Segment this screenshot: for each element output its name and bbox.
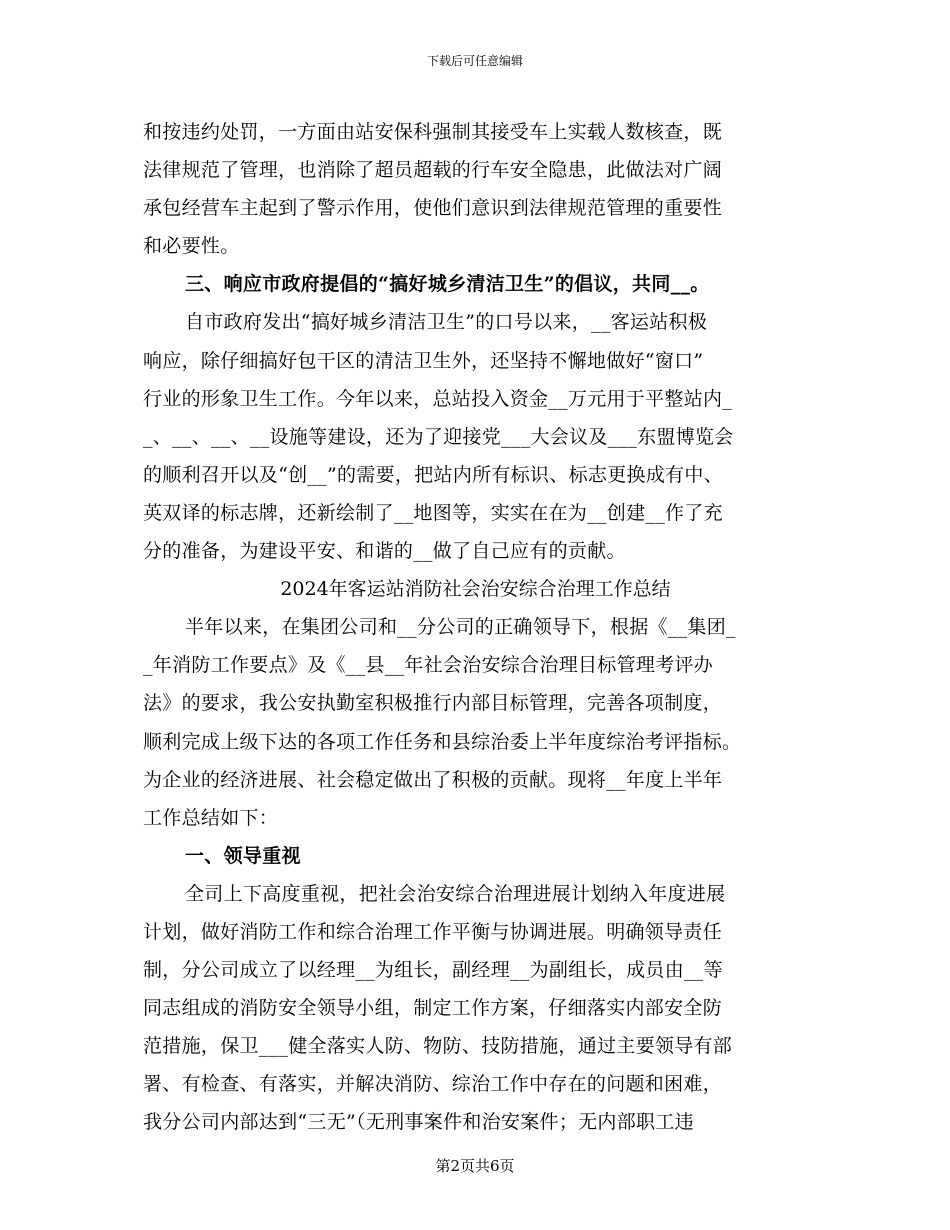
- text-line: 全司上下高度重视，把社会治安综合治理进展计划纳入年度进展: [185, 882, 726, 905]
- text-line: 半年以来，在集团公司和__分公司的正确领导下，根据《__集团_: [185, 616, 736, 639]
- text-line: _、__、__、__设施等建设，还为了迎接党___大会议及___东盟博览会: [143, 425, 734, 448]
- text-line: 工作总结如下：: [143, 806, 279, 829]
- text-line: 行业的形象卫生工作。今年以来，总站投入资金__万元用于平整站内_: [143, 387, 733, 410]
- text-line: 我分公司内部达到“三无”（无刑事案件和治安案件；无内部职工违: [143, 1111, 694, 1134]
- text-line: 计划，做好消防工作和综合治理工作平衡与协调进展。明确领导责任: [143, 920, 723, 943]
- page-header: 下载后可任意编辑: [426, 54, 523, 68]
- text-line: 制，分公司成立了以经理__为组长，副经理__为副组长，成员由__等: [143, 959, 723, 982]
- text-line: 和必要性。: [143, 235, 240, 258]
- page-footer: 第2页共6页: [435, 1157, 515, 1175]
- text-line: 和按违约处罚，一方面由站安保科强制其接受车上实载人数核查，既: [143, 121, 723, 143]
- text-line: 法》的要求，我公安执勤室积极推行内部目标管理，完善各项制度，: [143, 692, 723, 715]
- text-line: 同志组成的消防安全领导小组，制定工作方案，仔细落实内部安全防: [143, 997, 723, 1020]
- text-line: 英双译的标志牌，还新绘制了__地图等，实实在在为__创建__作了充: [143, 501, 723, 524]
- text-line: 为企业的经济进展、社会稳定做出了积极的贡献。现将__年度上半年: [143, 768, 723, 791]
- document-title: 2024年客运站消防社会治安综合治理工作总结: [280, 578, 671, 601]
- text-line: 分的准备，为建设平安、和谐的__做了自己应有的贡献。: [143, 540, 626, 563]
- text-line: 自市政府发出“搞好城乡清洁卫生”的口号以来，__客运站积极: [185, 311, 708, 334]
- section-heading: 三、响应市政府提倡的“搞好城乡清洁卫生”的倡议，共同__。: [185, 273, 710, 296]
- text-line: 法律规范了管理，也消除了超员超载的行车安全隐患，此做法对广阔: [143, 159, 723, 182]
- section-heading: 一、领导重视: [185, 844, 301, 867]
- text-line: 顺利完成上级下达的各项工作任务和县综治委上半年度综治考评指标。: [143, 730, 742, 753]
- text-line: _年消防工作要点》及《__县__年社会治安综合治理目标管理考评办: [143, 654, 714, 677]
- text-line: 署、有检查、有落实，并解决消防、综治工作中存在的问题和困难，: [143, 1073, 723, 1096]
- text-line: 承包经营车主起到了警示作用，使他们意识到法律规范管理的重要性: [143, 197, 723, 220]
- document-body: [143, 113, 808, 1142]
- text-line: 范措施，保卫___健全落实人防、物防、技防措施，通过主要领导有部: [143, 1035, 733, 1058]
- text-line: 响应，除仔细搞好包干区的清洁卫生外，还坚持不懈地做好“窗口”: [143, 349, 704, 372]
- text-line: 的顺利召开以及“创__”的需要，把站内所有标识、标志更换成有中、: [143, 463, 724, 486]
